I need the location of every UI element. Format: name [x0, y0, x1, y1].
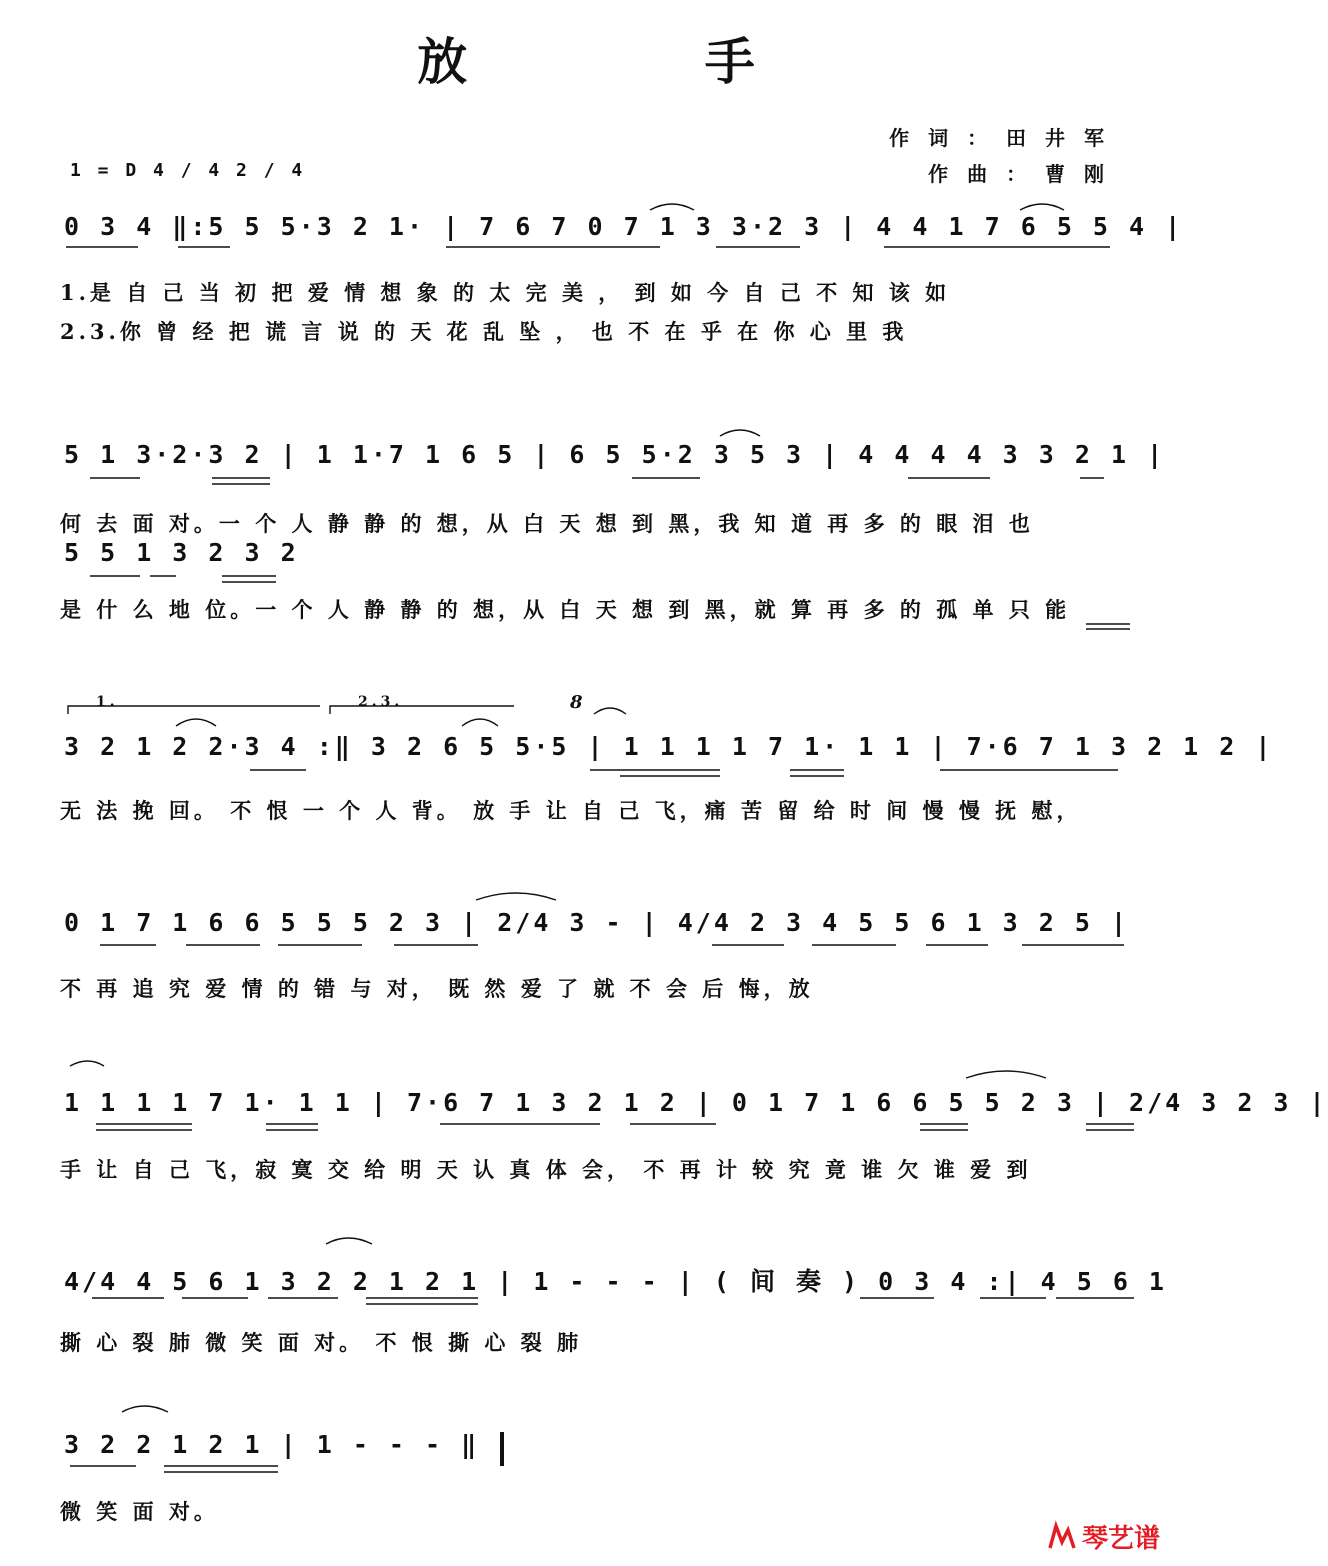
- notation-row-1: 0 3 4 ‖:5 5 5·3 2 1· | 7 6 7 0 7 1 3 3·2 3 | 4 4 1 7 6 5 5 4 |: [64, 212, 1184, 241]
- tempo-mark: 8: [570, 692, 587, 713]
- notation-row-3: 5 5 1 3 2 3 2: [64, 538, 299, 567]
- notation-row-2: 5 1 3·2·3 2 | 1 1·7 1 6 5 | 6 5 5·2 3 5 3 | 4 4 4 4 3 3 2 1 |: [64, 440, 1166, 469]
- lyric-row-6: 手 让 自 己 飞，寂 寞 交 给 明 天 认 真 体 会， 不 再 计 较 究 竟 谁 欠 谁 爱 到: [60, 1157, 1032, 1182]
- lyric-row-7: 撕 心 裂 肺 微 笑 面 对。 不 恨 撕 心 裂 肺: [60, 1330, 583, 1355]
- lyric-row-1-verse-2: 2.3.你 曾 经 把 谎 言 说 的 天 花 乱 坠 ， 也 不 在 乎 在 你 心 里 我: [60, 319, 908, 344]
- notation-row-5: 0 1 7 1 6 6 5 5 5 2 3 | 2/4 3 - | 4/4 2 3 4 5 5 6 1 3 2 5 |: [64, 908, 1130, 937]
- lyric-row-5: 不 再 追 究 爱 情 的 错 与 对， 既 然 爱 了 就 不 会 后 悔，放: [60, 976, 814, 1001]
- site-watermark: [1046, 1518, 1160, 1555]
- notation-row-7: 4/4 4 5 6 1 3 2 2 1 2 1 | 1 - - - | ( 间 奏 ) 0 3 4 :| 4 5 6 1: [64, 1267, 1167, 1296]
- notation-row-4: 3 2 1 2 2·3 4 :‖ 3 2 6 5 5·5 | 1 1 1 1 7 1· 1 1 | 7·6 7 1 3 2 1 2 |: [64, 732, 1274, 761]
- composer-credit: 作 曲 ： 曹 刚: [928, 162, 1110, 186]
- notation-row-8: 3 2 2 1 2 1 | 1 - - - ‖: [64, 1430, 480, 1459]
- lyric-row-4: 无 法 挽 回。 不 恨 一 个 人 背。 放 手 让 自 己 飞，痛 苦 留 给 时 间 慢 慢 抚 慰，: [60, 798, 1082, 823]
- lyric-row-8: 微 笑 面 对。: [60, 1499, 219, 1524]
- song-title: 放 手: [417, 32, 865, 91]
- lyricist-credit: 作 词 ： 田 井 军: [889, 126, 1110, 150]
- watermark-logo-icon: [1046, 1522, 1078, 1552]
- lyric-row-3: 是 什 么 地 位。一 个 人 静 静 的 想，从 白 天 想 到 黑，就 算 再 多 的 孤 单 只 能: [60, 597, 1071, 622]
- watermark-text: 琴艺谱: [1082, 1524, 1161, 1554]
- ending-1-label: 1.: [96, 694, 119, 710]
- lyric-row-2: 何 去 面 对。一 个 人 静 静 的 想，从 白 天 想 到 黑，我 知 道 再 多 的 眼 泪 也: [60, 511, 1034, 536]
- lyric-row-1-verse-1: 1.是 自 己 当 初 把 爱 情 想 象 的 太 完 美 ， 到 如 今 自 己 不 知 该 如: [60, 280, 951, 305]
- notation-row-6: 1 1 1 1 7 1· 1 1 | 7·6 7 1 3 2 1 2 | 0 1 7 1 6 6 5 5 2 3 | 2/4 3 2 3 |: [64, 1088, 1328, 1117]
- ending-2-label: 2.3.: [358, 694, 404, 710]
- key-signature: 1 = D 4 / 4 2 / 4: [70, 160, 306, 181]
